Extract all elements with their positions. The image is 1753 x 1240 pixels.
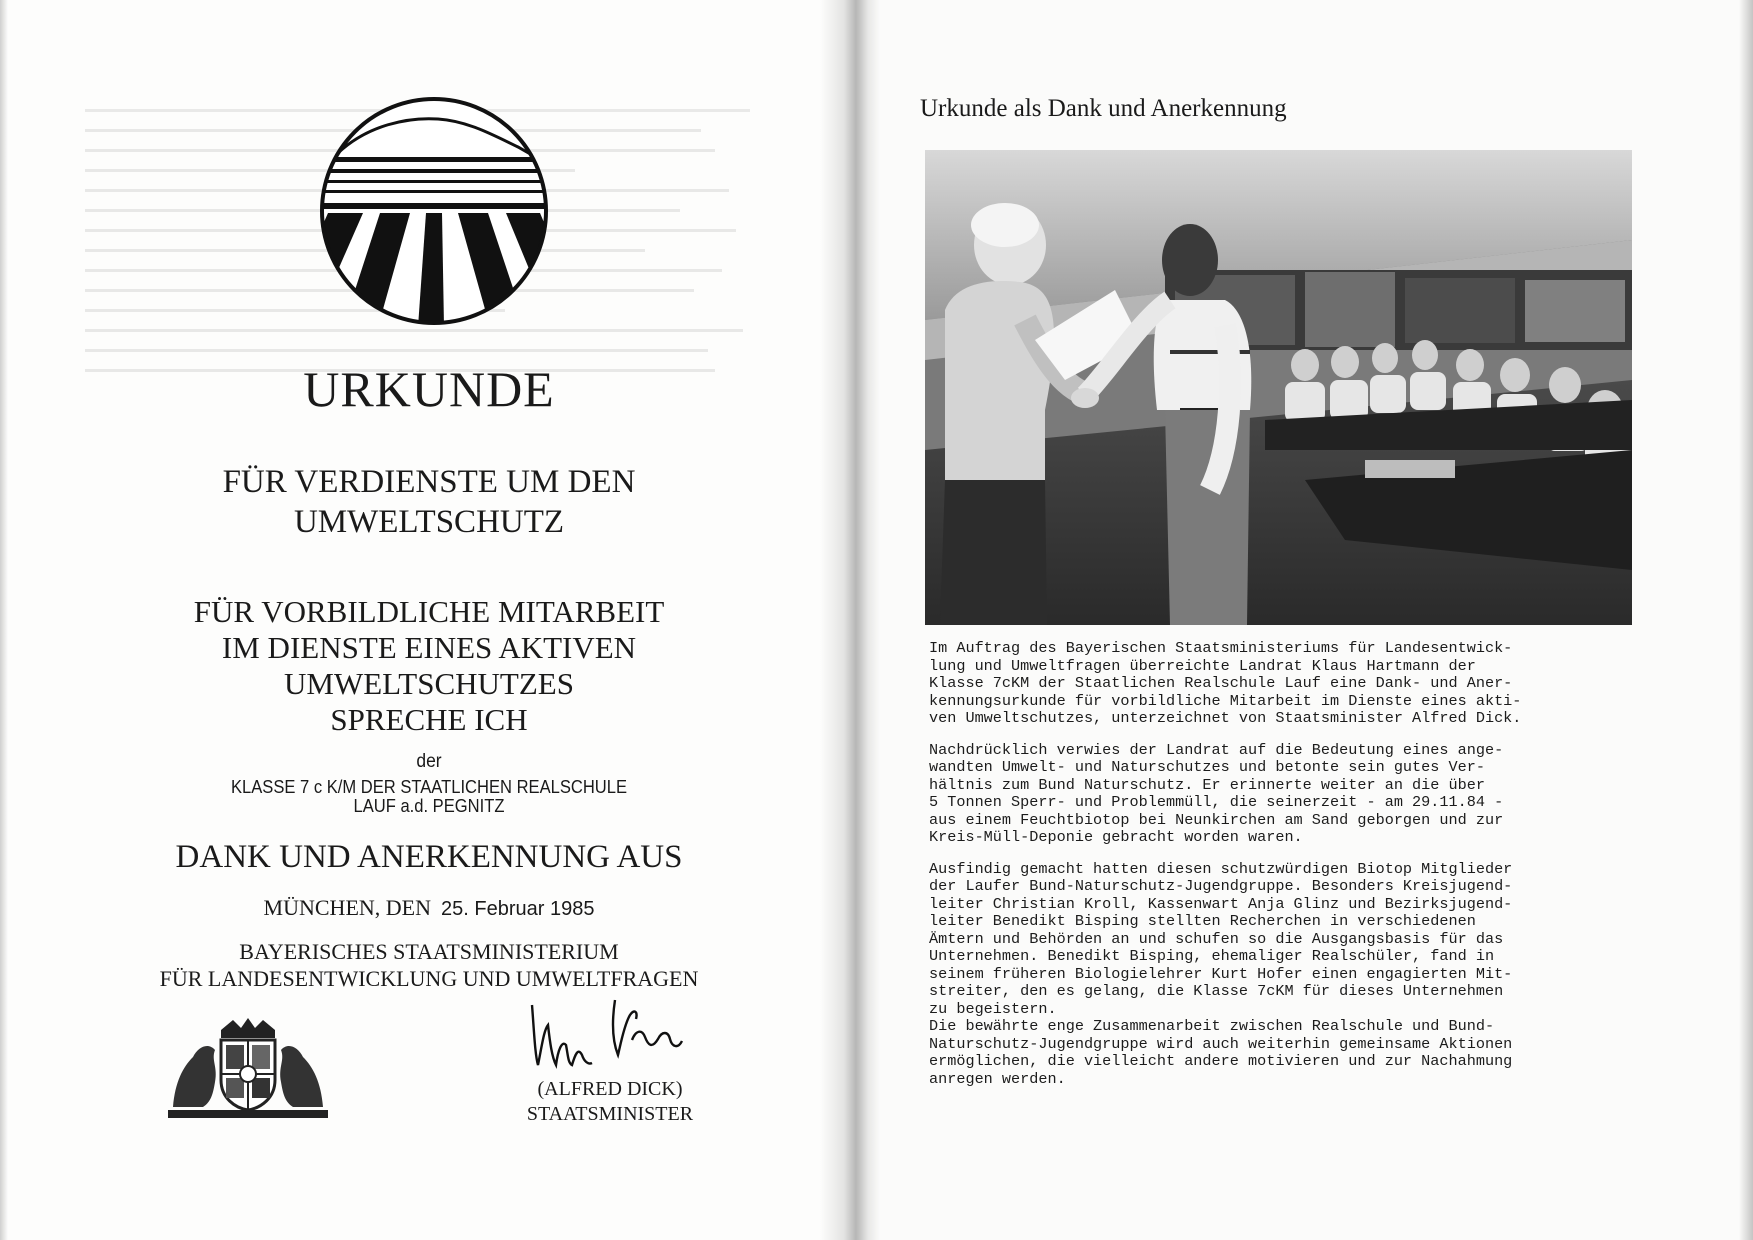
article-heading: Urkunde als Dank und Anerkennung: [920, 95, 1287, 122]
certificate-der: der: [416, 751, 442, 772]
certificate-body-line: FÜR VORBILDLICHE MITARBEIT: [193, 594, 665, 629]
article-paragraph: Ausfindig gemacht hatten diesen schutzwürdigen Biotop Mitglieder der Laufer Bund-Naturschutz-Jugendgruppe. Besonders Kreisjugend- leiter Christian Kroll, Kassenwart Anja Glinz und Bezirksjugend- leiter Benedikt Bisping stellten Recherchen in verschiedenen Ämtern und Behörden an und schufen so die Ausgangsbasis für das Unternehmen. Benedikt Bisping, ehemaliger Realschüler, fand in seinem früheren Biologielehrer Kurt Hofer einen engagierten Mit- streiter, den es gelang, die Klasse 7cKM für dieses Unternehmen zu begeistern.: [929, 859, 1513, 1018]
book-gutter: [820, 0, 880, 1240]
certificate-closing: DANK UND ANERKENNUNG AUS: [175, 839, 683, 875]
ministry-line-2: FÜR LANDESENTWICKLUNG UND UMWELTFRAGEN: [159, 966, 699, 991]
certificate-page: [0, 0, 858, 1240]
ministry-line-1: BAYERISCHES STAATSMINISTERIUM: [239, 939, 619, 964]
article-body: [929, 640, 1629, 1102]
certificate-body-line: IM DIENSTE EINES AKTIVEN: [221, 630, 637, 665]
signer-name: (ALFRED DICK): [537, 1078, 683, 1100]
ministry-block: [0, 938, 858, 992]
signer-block: [510, 1077, 710, 1127]
certificate-body-line: UMWELTSCHUTZES: [284, 666, 574, 701]
article-paragraph: Im Auftrag des Bayerischen Staatsministeriums für Landesentwick- lung und Umweltfragen überreichte Landrat Klaus Hartmann der Klasse 7cKM der Staatlichen Realschule Lauf eine Dank- und Aner- kennungsurkunde für vorbildliche Mitarbeit im Dienste eines akti- ven Umweltschutzes, unterzeichnet von Staatsminister Alfred Dick.: [929, 639, 1522, 727]
signer-title: STAATSMINISTER: [526, 1103, 694, 1125]
recipient-line-1: KLASSE 7 c K/M DER STAATLICHEN REALSCHULE: [230, 777, 628, 797]
certificate-subtitle-line-1: FÜR VERDIENSTE UM DEN: [222, 464, 636, 500]
certificate-date: 25. Februar 1985: [441, 898, 595, 920]
article-paragraph: Die bewährte enge Zusammenarbeit zwischen Realschule und Bund- Naturschutz-Jugendgruppe wird auch weiterhin gemeinsame Aktionen ermöglichen, die vielleicht andere motivieren und zur Nachahmung anregen werden.: [929, 1017, 1513, 1088]
recipient-line-2: LAUF a.d. PEGNITZ: [353, 796, 505, 816]
certificate-place: MÜNCHEN, DEN: [263, 895, 431, 920]
handwritten-signature: [520, 985, 690, 1080]
certificate-date-line: [0, 895, 858, 921]
article-paragraph: Nachdrücklich verwies der Landrat auf die Bedeutung eines ange- wandten Umwelt- und Naturschutzes und betonte sein gutes Ver- hältnis zum Bund Naturschutz. Er erinnerte weiter an die über 5 Tonnen Sperr- und Problemmüll, die seinerzeit - am 29.11.84 - aus einem Feuchtbiotop bei Neunkirchen am Sand geborgen und zur Kreis-Müll-Deponie gebracht worden waren.: [929, 740, 1504, 846]
landscape-emblem-icon: [318, 95, 550, 327]
certificate-body-line: SPRECHE ICH: [330, 702, 528, 737]
certificate-title: URKUNDE: [303, 361, 555, 417]
award-ceremony-photo: [925, 150, 1632, 625]
bavarian-coat-of-arms-icon: [163, 1012, 333, 1122]
certificate-subtitle-line-2: UMWELTSCHUTZ: [293, 504, 565, 540]
